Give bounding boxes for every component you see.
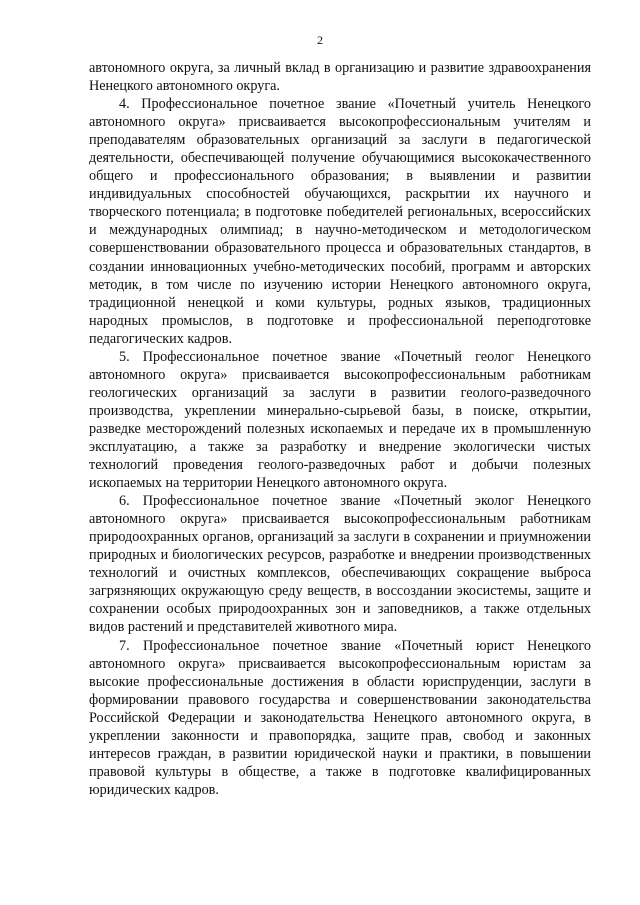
- paragraph-honored-teacher: 4. Профессиональное почетное звание «Почетный учитель Ненецкого автономного округа» присваивается высокопрофессиональным учителям и преподавателям образовательных организаций за заслуги в педагогической деятельности, обеспечивающей получение обучающимися высококачественного общего и профессионального образования; в выявлении и развитии индивидуальных способностей обучающихся, раскрытии их научного и творческого потенциала; в подготовке победителей региональных, всероссийских и международных олимпиад; в научно-методическом и методологическом совершенствовании образовательного процесса и образовательных стандартов, в создании инновационных учебно-методических пособий, программ и авторских методик, в том числе по изучению истории Ненецкого автономного округа, традиционной ненецкой и коми культуры, родных языков, традиционных народных промыслов, в подготовке и профессиональной переподготовке педагогических кадров.: [89, 96, 591, 347]
- page-number: 2: [317, 33, 323, 47]
- paragraph-honored-lawyer: 7. Профессиональное почетное звание «Почетный юрист Ненецкого автономного округа» присваивается высокопрофессиональным юристам за высокие профессиональные достижения в области юриспруденции, заслуги в формировании правового государства и совершенствовании законодательства Российской Федерации и законодательства Ненецкого автономного округа, в укреплении законности и правопорядка, защите прав, свобод и законных интересов граждан, в развитии юридической науки и практики, в повышении правовой культуры в обществе, а также в подготовке квалифицированных юридических кадров.: [89, 637, 591, 798]
- document-body: [89, 59, 591, 799]
- paragraph-honored-ecologist: 6. Профессиональное почетное звание «Почетный эколог Ненецкого автономного округа» присваивается высокопрофессиональным работникам природоохранных органов, организаций за заслуги в сохранении и приумножении природных и биологических ресурсов, разработке и внедрении производственных технологий и очистных комплексов, обеспечивающих сокращение выброса загрязняющих окружающую среду веществ, в воссоздании экосистемы, защите и сохранении особых природоохранных зон и заповедников, а также отдельных видов растений и представителей животного мира.: [89, 493, 591, 636]
- paragraph-honored-geologist: 5. Профессиональное почетное звание «Почетный геолог Ненецкого автономного округа» присваивается высокопрофессиональным работникам геологических организаций за заслуги в развитии геолого-разведочного производства, укреплении минерально-сырьевой базы, в поиске, открытии, разведке месторождений полезных ископаемых и передаче их в промышленную эксплуатацию, а также за разработку и внедрение экологически чистых технологий проведения геолого-разведочных работ и добычи полезных ископаемых на территории Ненецкого автономного округа.: [89, 348, 591, 492]
- paragraph-healthcare-continuation: автономного округа, за личный вклад в организацию и развитие здравоохранения Ненецкого автономного округа.: [89, 60, 591, 95]
